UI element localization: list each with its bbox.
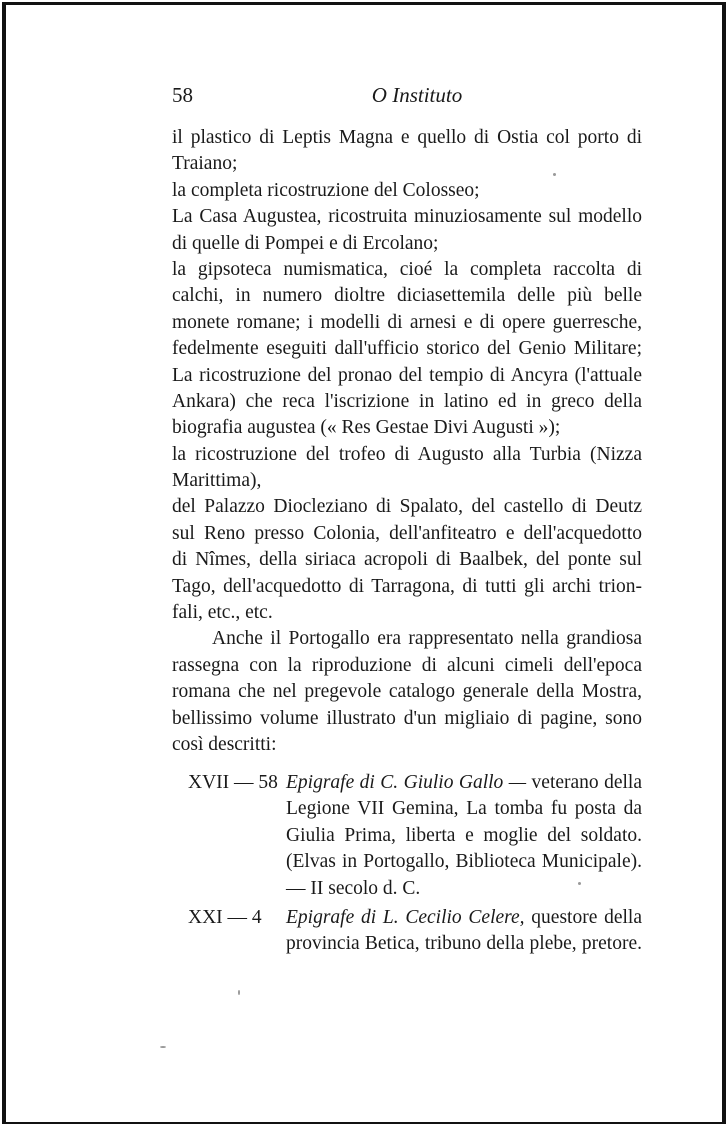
body-text (172, 125, 642, 758)
catalog-entry-number: XXI — 4 (188, 906, 262, 928)
catalog-entry-text (286, 905, 642, 958)
catalog-entry-title: Epigrafe di L. Cecilio Celere, (286, 906, 525, 928)
catalog-entry-first-line (286, 770, 642, 796)
text-line: Ankara) che reca l'iscrizione in latino ed in greco della (172, 390, 642, 412)
text-line: fali, etc., etc. (172, 602, 273, 624)
running-title: O Instituto (371, 83, 463, 107)
text-line: Traiano; (172, 153, 238, 175)
text-line: biografia augustea (« Res Gestae Divi Augusti »); (172, 417, 561, 439)
text-line: la ricostruzione del trofeo di Augusto alla Turbia (Nizza (172, 443, 642, 465)
catalog-list (172, 770, 642, 961)
text-line: La ricostruzione del pronao del tempio di Ancyra (l'attuale (172, 364, 642, 386)
text-line: di quelle di Pompei e di Ercolano; (172, 232, 439, 254)
text-line: Anche il Portogallo era rappresentato nella grandiosa (212, 628, 642, 650)
text-line: calchi, in numero dioltre diciasettemila delle più belle (172, 285, 642, 307)
text-line: monete romane; i modelli di arnesi e di opere guerresche, (172, 311, 642, 333)
text-line: bellissimo volume illustrato d'un migliaio di pagine, sono (172, 707, 642, 729)
catalog-entry-line: Legione VII Gemina, La tomba fu posta da (286, 798, 642, 820)
catalog-entry-first-line (286, 905, 642, 931)
catalog-entry-first-line-rest: veterano della (531, 772, 643, 793)
scan-speck (160, 1046, 166, 1048)
text-line: del Palazzo Diocleziano di Spalato, del castello di Deutz (172, 496, 642, 518)
text-line: Marittima), (172, 470, 262, 492)
text-line: la completa ricostruzione del Colosseo; (172, 179, 480, 201)
scan-speck (553, 173, 556, 176)
catalog-entry-line: Giulia Prima, liberta e moglie del soldato. (286, 824, 642, 846)
catalog-entry (172, 905, 642, 958)
catalog-entry-line: — II secolo d. C. (286, 877, 421, 899)
page-number: 58 (172, 83, 193, 107)
text-line: romana che nel pregevole catalogo generale della Mostra, (172, 681, 642, 703)
text-line: Tago, dell'acquedotto di Tarragona, di tutti gli archi trion- (172, 575, 642, 597)
text-line: rassegna con la riproduzione di alcuni cimeli dell'epoca (172, 654, 642, 676)
catalog-entry-line: provincia Betica, tribuno della plebe, pretore. (286, 933, 642, 955)
text-line: sul Reno presso Colonia, dell'anfiteatro e dell'acquedotto (172, 522, 642, 544)
catalog-entry-first-line-rest: questore della (531, 906, 642, 928)
scan-speck (238, 990, 240, 995)
catalog-entry (172, 770, 642, 902)
catalog-entry-title: Epigrafe di C. Giulio Gallo — (286, 772, 527, 793)
catalog-entry-text (286, 770, 642, 902)
text-line: la gipsoteca numismatica, cioé la completa raccolta di (172, 258, 642, 280)
page-header (172, 83, 642, 111)
text-line: il plastico di Leptis Magna e quello di Ostia col porto di (172, 127, 642, 148)
text-line: La Casa Augustea, ricostruita minuziosamente sul modello (172, 206, 642, 228)
text-line: così descritti: (172, 733, 277, 755)
catalog-entry-number: XVII — 58 (188, 772, 278, 793)
scan-speck (578, 882, 581, 885)
catalog-entry-line: (Elvas in Portogallo, Biblioteca Municipale). (286, 851, 642, 873)
text-line: di Nîmes, della siriaca acropoli di Baalbek, del ponte sul (172, 549, 642, 571)
text-line: fedelmente eseguiti dall'ufficio storico del Genio Militare; (172, 338, 642, 360)
